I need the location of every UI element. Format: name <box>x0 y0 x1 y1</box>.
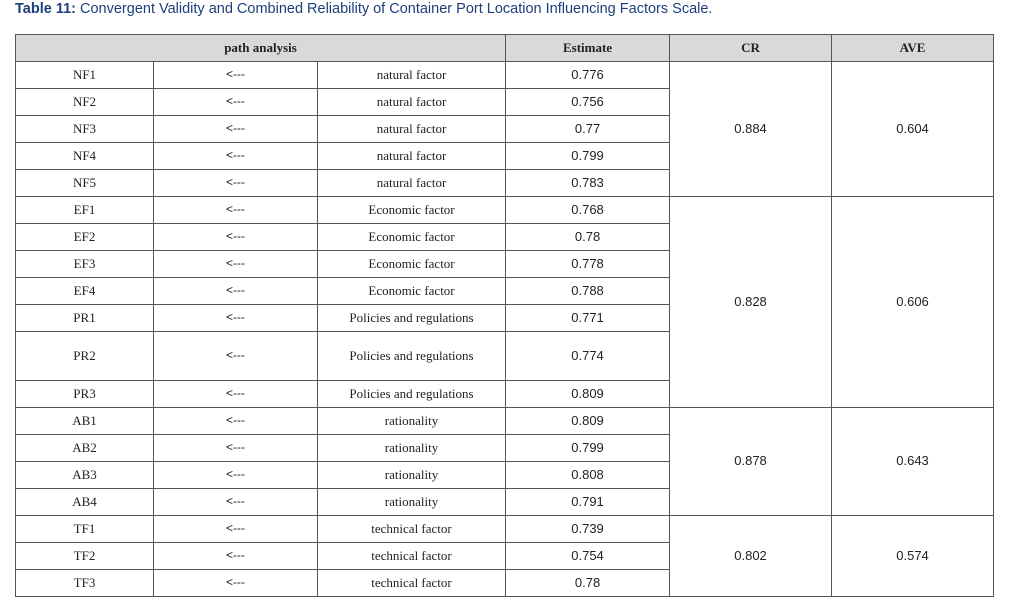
factor-cell: technical factor <box>318 570 506 597</box>
factor-cell: Policies and regulations <box>318 332 506 381</box>
table-row <box>16 408 994 435</box>
factor-cell: natural factor <box>318 143 506 170</box>
arrow-cell: <--- <box>154 170 318 197</box>
ave-cell: 0.574 <box>832 516 994 597</box>
caption-text: Convergent Validity and Combined Reliability of Container Port Location Influencing Factors Scale. <box>75 1 713 17</box>
item-cell: NF3 <box>16 116 154 143</box>
header-path-analysis: path analysis <box>16 35 506 62</box>
item-cell: NF4 <box>16 143 154 170</box>
arrow-cell: <--- <box>154 332 318 381</box>
cr-cell: 0.884 <box>670 62 832 197</box>
cr-cell: 0.878 <box>670 408 832 516</box>
estimate-cell: 0.774 <box>506 332 670 381</box>
estimate-cell: 0.776 <box>506 62 670 89</box>
arrow-cell: <--- <box>154 305 318 332</box>
factor-cell: rationality <box>318 408 506 435</box>
estimate-cell: 0.808 <box>506 462 670 489</box>
caption-label: Table 11: <box>15 1 76 17</box>
factor-cell: natural factor <box>318 170 506 197</box>
item-cell: EF2 <box>16 224 154 251</box>
estimate-cell: 0.771 <box>506 305 670 332</box>
cr-cell: 0.828 <box>670 197 832 408</box>
header-cr: CR <box>670 35 832 62</box>
estimate-cell: 0.809 <box>506 408 670 435</box>
item-cell: AB3 <box>16 462 154 489</box>
arrow-cell: <--- <box>154 381 318 408</box>
arrow-cell: <--- <box>154 435 318 462</box>
table-row <box>16 197 994 224</box>
item-cell: NF5 <box>16 170 154 197</box>
arrow-cell: <--- <box>154 278 318 305</box>
estimate-cell: 0.783 <box>506 170 670 197</box>
arrow-cell: <--- <box>154 516 318 543</box>
arrow-cell: <--- <box>154 116 318 143</box>
table-caption <box>15 1 712 17</box>
factor-cell: technical factor <box>318 516 506 543</box>
arrow-cell: <--- <box>154 570 318 597</box>
item-cell: TF1 <box>16 516 154 543</box>
estimate-cell: 0.799 <box>506 143 670 170</box>
arrow-cell: <--- <box>154 224 318 251</box>
estimate-cell: 0.78 <box>506 570 670 597</box>
item-cell: PR2 <box>16 332 154 381</box>
table-row <box>16 516 994 543</box>
estimate-cell: 0.768 <box>506 197 670 224</box>
arrow-cell: <--- <box>154 462 318 489</box>
estimate-cell: 0.754 <box>506 543 670 570</box>
validity-table <box>15 34 994 597</box>
item-cell: AB2 <box>16 435 154 462</box>
ave-cell: 0.604 <box>832 62 994 197</box>
factor-cell: Economic factor <box>318 278 506 305</box>
estimate-cell: 0.788 <box>506 278 670 305</box>
arrow-cell: <--- <box>154 62 318 89</box>
item-cell: EF1 <box>16 197 154 224</box>
factor-cell: Policies and regulations <box>318 305 506 332</box>
item-cell: PR1 <box>16 305 154 332</box>
estimate-cell: 0.78 <box>506 224 670 251</box>
factor-cell: rationality <box>318 435 506 462</box>
estimate-cell: 0.791 <box>506 489 670 516</box>
header-ave: AVE <box>832 35 994 62</box>
item-cell: TF2 <box>16 543 154 570</box>
item-cell: PR3 <box>16 381 154 408</box>
arrow-cell: <--- <box>154 89 318 116</box>
arrow-cell: <--- <box>154 197 318 224</box>
arrow-cell: <--- <box>154 543 318 570</box>
item-cell: AB4 <box>16 489 154 516</box>
factor-cell: technical factor <box>318 543 506 570</box>
table-row <box>16 62 994 89</box>
arrow-cell: <--- <box>154 408 318 435</box>
arrow-cell: <--- <box>154 251 318 278</box>
cr-cell: 0.802 <box>670 516 832 597</box>
estimate-cell: 0.77 <box>506 116 670 143</box>
estimate-cell: 0.778 <box>506 251 670 278</box>
factor-cell: rationality <box>318 489 506 516</box>
estimate-cell: 0.809 <box>506 381 670 408</box>
estimate-cell: 0.739 <box>506 516 670 543</box>
header-estimate: Estimate <box>506 35 670 62</box>
ave-cell: 0.643 <box>832 408 994 516</box>
estimate-cell: 0.799 <box>506 435 670 462</box>
item-cell: TF3 <box>16 570 154 597</box>
factor-cell: natural factor <box>318 116 506 143</box>
arrow-cell: <--- <box>154 143 318 170</box>
factor-cell: rationality <box>318 462 506 489</box>
estimate-cell: 0.756 <box>506 89 670 116</box>
arrow-cell: <--- <box>154 489 318 516</box>
item-cell: NF1 <box>16 62 154 89</box>
factor-cell: Economic factor <box>318 224 506 251</box>
factor-cell: natural factor <box>318 89 506 116</box>
header-row <box>16 35 994 62</box>
factor-cell: Policies and regulations <box>318 381 506 408</box>
factor-cell: Economic factor <box>318 197 506 224</box>
item-cell: NF2 <box>16 89 154 116</box>
factor-cell: Economic factor <box>318 251 506 278</box>
item-cell: EF3 <box>16 251 154 278</box>
item-cell: AB1 <box>16 408 154 435</box>
factor-cell: natural factor <box>318 62 506 89</box>
ave-cell: 0.606 <box>832 197 994 408</box>
item-cell: EF4 <box>16 278 154 305</box>
